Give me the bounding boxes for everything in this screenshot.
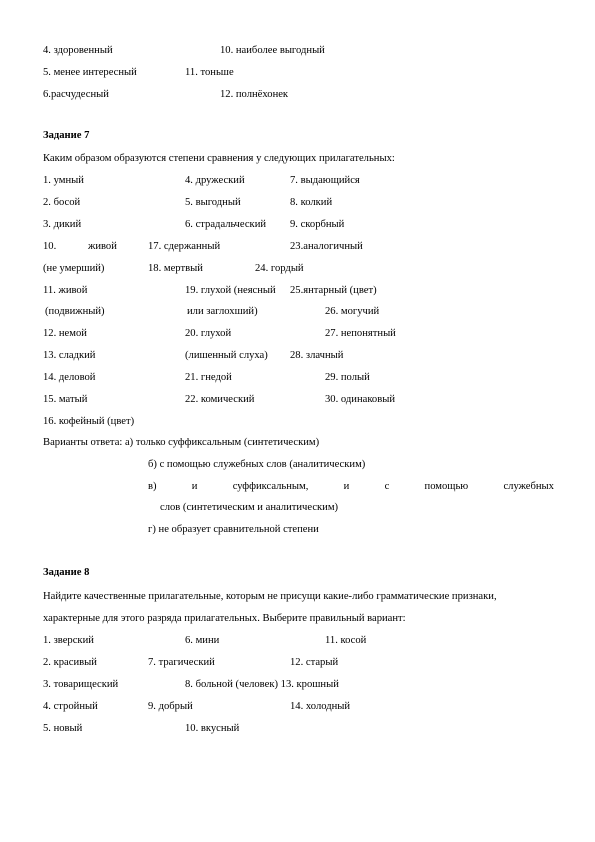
list-item: 25.янтарный (цвет): [290, 285, 377, 296]
list-item: 5. выгодный: [185, 197, 241, 208]
answer-word: помощью: [424, 481, 469, 492]
list-item: 4. здоровенный: [43, 45, 113, 56]
list-item: 27. непонятный: [325, 328, 396, 339]
list-item: 23.аналогичный: [290, 241, 363, 252]
list-item: 5. менее интересный: [43, 67, 137, 78]
list-item: 28. злачный: [290, 350, 344, 361]
list-item: 10.: [43, 241, 57, 252]
list-item: 12. полнёхонек: [220, 89, 289, 100]
answer-word: в): [148, 481, 157, 492]
answer-word: и: [343, 481, 350, 492]
answer-option-v: [148, 482, 554, 493]
list-item: 6.расчудесный: [43, 89, 109, 100]
list-item: (лишенный слуха): [185, 350, 268, 361]
list-item: 5. новый: [43, 723, 83, 734]
list-item: 6. мини: [185, 635, 220, 646]
answer-word: служебных: [503, 481, 554, 492]
list-item: 17. сдержанный: [148, 241, 221, 252]
list-item: 20. глухой: [185, 328, 232, 339]
list-item: 26. могучий: [325, 306, 380, 317]
list-item: 4. дружеский: [185, 175, 245, 186]
list-item: 22. комический: [185, 394, 255, 405]
list-item: 24. гордый: [255, 263, 304, 274]
list-item: 10. наиболее выгодный: [220, 45, 325, 56]
list-item: 21. гнедой: [185, 372, 232, 383]
answer-option-g: г) не образует сравнительной степени: [148, 524, 319, 535]
list-item: 11. живой: [43, 285, 88, 296]
list-item: 11. косой: [325, 635, 367, 646]
list-item: 13. сладкий: [43, 350, 96, 361]
task-8-question-continued: характерные для этого разряда прилагательных. Выберите правильный вариант:: [43, 613, 406, 624]
answer-word: и: [191, 481, 198, 492]
list-item: 8. колкий: [290, 197, 333, 208]
list-item: 30. одинаковый: [325, 394, 396, 405]
list-item: (подвижный): [45, 306, 105, 317]
list-item: 7. трагический: [148, 657, 215, 668]
list-item: 11. тоньше: [185, 67, 234, 78]
list-item: 12. немой: [43, 328, 87, 339]
answers-intro: Варианты ответа: а) только суффиксальным (синтетическим): [43, 437, 320, 448]
list-item: 9. скорбный: [290, 219, 345, 230]
list-item: 14. деловой: [43, 372, 96, 383]
list-item: 18. мертвый: [148, 263, 203, 274]
answer-word: суффиксальным,: [232, 481, 309, 492]
list-item: 2. красивый: [43, 657, 97, 668]
list-item: 3. товарищеский: [43, 679, 119, 690]
list-item: 3. дикий: [43, 219, 82, 230]
list-item: 4. стройный: [43, 701, 98, 712]
list-item: 7. выдающийся: [290, 175, 360, 186]
answer-word: с: [384, 481, 390, 492]
list-item: 9. добрый: [148, 701, 193, 712]
list-item: (не умерший): [43, 263, 105, 274]
list-item: 16. кофейный (цвет): [43, 416, 135, 427]
list-item: 6. страдальческий: [185, 219, 267, 230]
task-7-question: Каким образом образуются степени сравнения у следующих прилагательных:: [43, 153, 395, 164]
list-item: 8. больной (человек) 13. крошный: [185, 679, 339, 690]
answer-option-b: б) с помощью служебных слов (аналитическим): [148, 459, 366, 470]
answer-option-v-continued: слов (синтетическим и аналитическим): [160, 502, 339, 513]
list-item: или заглохший): [187, 306, 258, 317]
list-item: 1. зверский: [43, 635, 94, 646]
list-item: 29. полый: [325, 372, 370, 383]
list-item: 10. вкусный: [185, 723, 240, 734]
task-8-title: Задание 8: [43, 567, 90, 578]
list-item: 12. старый: [290, 657, 339, 668]
list-item: живой: [88, 241, 117, 252]
list-item: 1. умный: [43, 175, 84, 186]
list-item: 15. матый: [43, 394, 88, 405]
task-7-title: Задание 7: [43, 130, 90, 141]
list-item: 19. глухой (неясный: [185, 285, 276, 296]
list-item: 2. босой: [43, 197, 81, 208]
task-8-question: Найдите качественные прилагательные, которым не присущи какие-либо грамматические признаки,: [43, 591, 497, 602]
list-item: 14. холодный: [290, 701, 351, 712]
